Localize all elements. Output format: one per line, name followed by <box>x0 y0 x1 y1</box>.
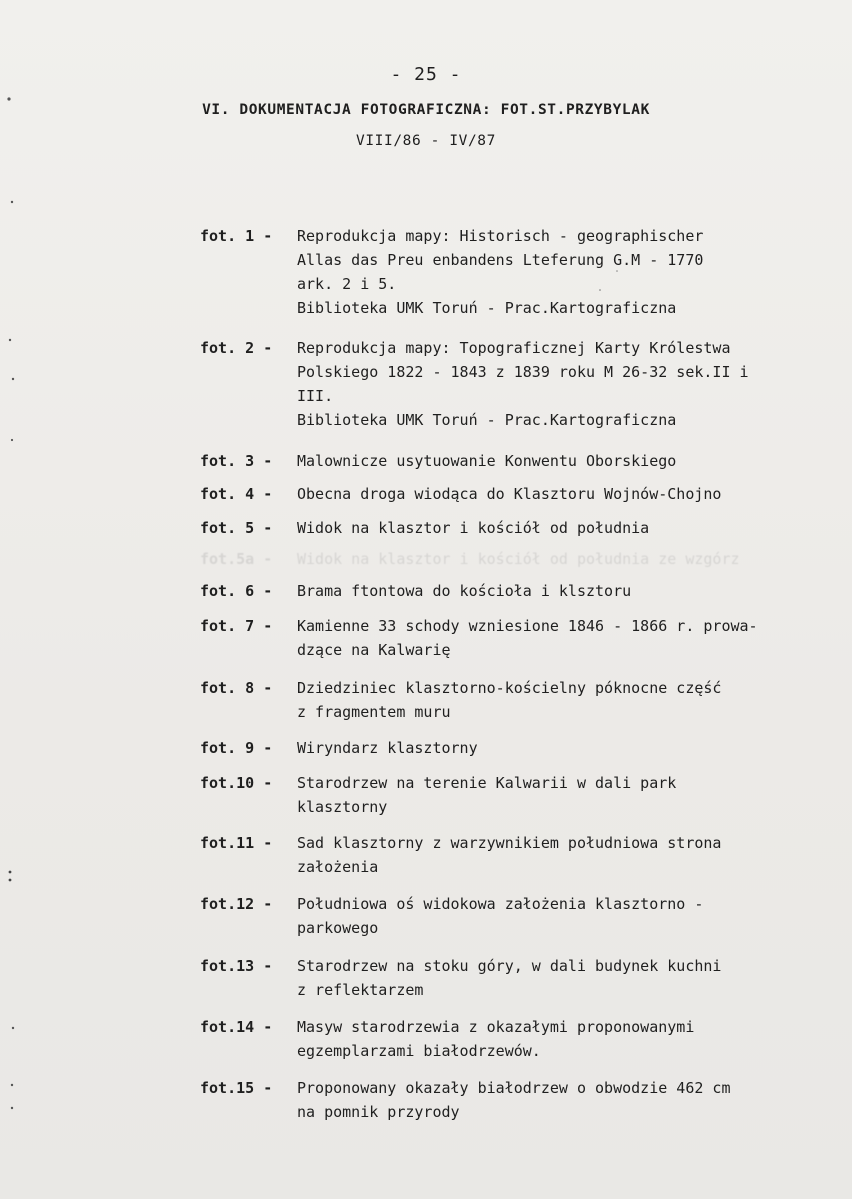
description-line: Reprodukcja mapy: Historisch - geographischer <box>297 227 704 245</box>
photo-label: fot.5a - <box>200 550 273 568</box>
photo-description <box>297 1015 820 1063</box>
photo-description <box>297 336 820 432</box>
page-number: - 25 - <box>390 64 462 85</box>
photo-description <box>297 954 820 1002</box>
photo-description <box>297 771 820 819</box>
description-line: III. <box>297 387 334 405</box>
photo-description <box>297 831 820 879</box>
description-line: na pomnik przyrody <box>297 1103 460 1121</box>
photo-label: fot.15 - <box>200 1079 273 1097</box>
photo-label: fot.10 - <box>200 774 273 792</box>
description-line: Starodrzew na stoku góry, w dali budynek kuchni <box>297 957 722 975</box>
photo-description <box>297 516 820 540</box>
photo-description <box>297 676 820 724</box>
photo-label: fot. 6 - <box>200 582 273 600</box>
photo-label: fot. 7 - <box>200 617 273 635</box>
description-line: Południowa oś widokowa założenia klasztorno - <box>297 895 704 913</box>
description-line: Biblioteka UMK Toruń - Prac.Kartograficzna <box>297 411 677 429</box>
photo-description <box>297 736 820 760</box>
photo-description <box>297 614 820 662</box>
description-line: Dziedziniec klasztorno-kościelny póknocne część <box>297 679 722 697</box>
photo-description <box>297 892 820 940</box>
photo-label: fot. 8 - <box>200 679 273 697</box>
photo-label: fot.14 - <box>200 1018 273 1036</box>
photo-description <box>297 1076 820 1124</box>
description-line: Starodrzew na terenie Kalwarii w dali park <box>297 774 677 792</box>
description-line: założenia <box>297 858 379 876</box>
photo-label: fot. 9 - <box>200 739 273 757</box>
photo-label: fot. 2 - <box>200 339 273 357</box>
description-line: Polskiego 1822 - 1843 z 1839 roku M 26-32 sek.II i <box>297 363 749 381</box>
description-line: dzące na Kalwarię <box>297 641 451 659</box>
description-line: Malownicze usytuowanie Konwentu Oborskiego <box>297 452 677 470</box>
description-line: ark. 2 i 5. <box>297 275 397 293</box>
description-line: z fragmentem muru <box>297 703 451 721</box>
description-line: Proponowany okazały białodrzew o obwodzie 462 cm <box>297 1079 731 1097</box>
photo-label: fot. 5 - <box>200 519 273 537</box>
photo-label: fot. 3 - <box>200 452 273 470</box>
description-line: Reprodukcja mapy: Topograficznej Karty Królestwa <box>297 339 731 357</box>
photo-description <box>297 579 820 603</box>
section-title: VI. DOKUMENTACJA FOTOGRAFICZNA: FOT.ST.PRZYBYLAK <box>202 102 650 118</box>
description-line: parkowego <box>297 919 379 937</box>
description-line: Widok na klasztor i kościół od południa <box>297 519 650 537</box>
photo-description <box>297 449 820 473</box>
description-line: Wiryndarz klasztorny <box>297 739 478 757</box>
description-line: Brama ftontowa do kościoła i klsztoru <box>297 582 632 600</box>
photo-label: fot. 4 - <box>200 485 273 503</box>
description-line: Masyw starodrzewia z okazałymi proponowanymi <box>297 1018 695 1036</box>
photo-description <box>297 482 820 506</box>
photo-description <box>297 224 820 320</box>
photo-label: fot. 1 - <box>200 227 273 245</box>
description-line: Biblioteka UMK Toruń - Prac.Kartograficzna <box>297 299 677 317</box>
photo-label: fot.12 - <box>200 895 273 913</box>
description-line: Sad klasztorny z warzywnikiem południowa strona <box>297 834 722 852</box>
photo-label: fot.11 - <box>200 834 273 852</box>
photo-label: fot.13 - <box>200 957 273 975</box>
description-line: Widok na klasztor i kościół od południa ze wzgórz <box>297 550 740 568</box>
description-line: egzemplarzami białodrzewów. <box>297 1042 541 1060</box>
description-line: Allas das Preu enbandens Lteferung G.M - 1770 <box>297 251 704 269</box>
description-line: Kamienne 33 schody wzniesione 1846 - 1866 r. prowa- <box>297 617 758 635</box>
description-line: z reflektarzem <box>297 981 424 999</box>
description-line: Obecna droga wiodąca do Klasztoru Wojnów-Chojno <box>297 485 722 503</box>
section-date-range: VIII/86 - IV/87 <box>356 133 496 149</box>
photo-description <box>297 547 820 571</box>
description-line: klasztorny <box>297 798 388 816</box>
